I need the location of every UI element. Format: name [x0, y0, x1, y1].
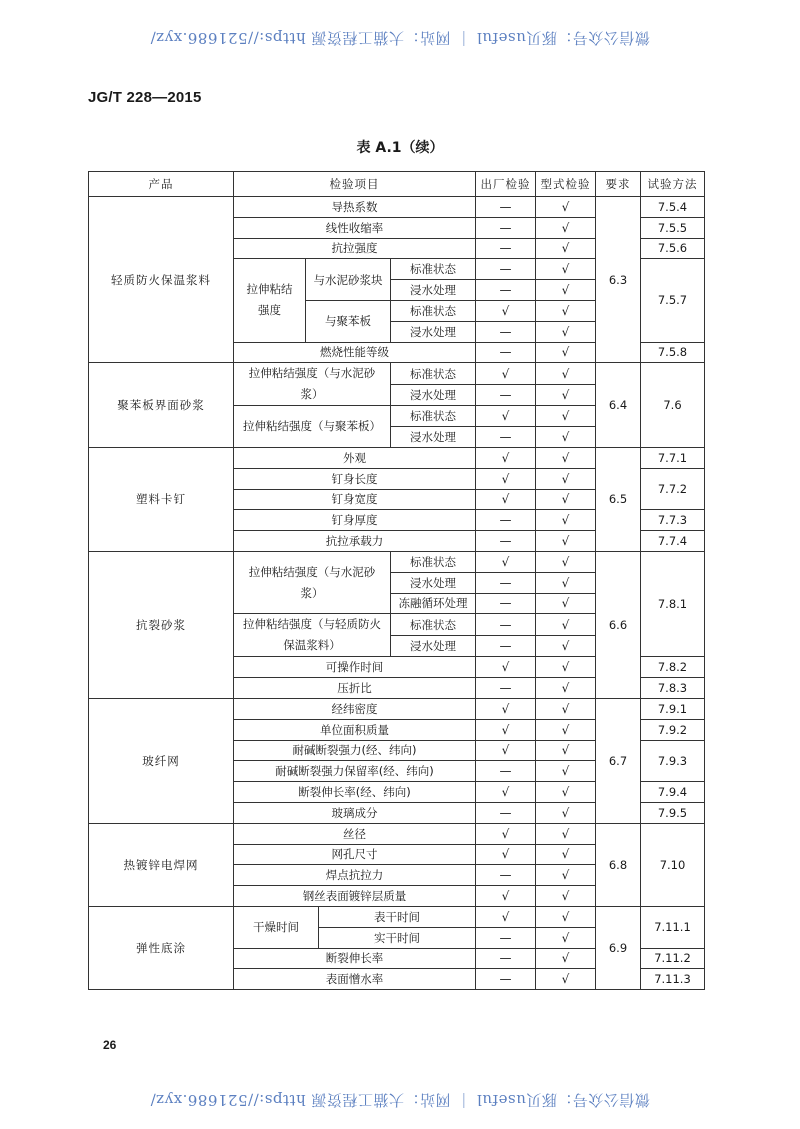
group-cell: 干燥时间 — [234, 906, 319, 948]
item-cell: 单位面积质量 — [234, 719, 476, 740]
requirement-cell: 6.3 — [596, 197, 641, 363]
type-mark: √ — [536, 510, 596, 531]
col-header-requirement: 要求 — [596, 172, 641, 197]
item-cell: 耐碱断裂强力(经、纬向) — [234, 740, 476, 761]
item-cell: 耐碱断裂强力保留率(经、纬向) — [234, 761, 476, 782]
method-cell: 7.11.1 — [641, 906, 705, 948]
factory-mark: — — [476, 593, 536, 614]
col-header-factory: 出厂检验 — [476, 172, 536, 197]
item-cell: 玻璃成分 — [234, 802, 476, 823]
type-mark: √ — [536, 259, 596, 280]
type-mark: √ — [536, 531, 596, 552]
item-cell: 断裂伸长率 — [234, 948, 476, 969]
method-cell: 7.5.8 — [641, 342, 705, 363]
factory-mark: √ — [476, 468, 536, 489]
method-cell: 7.7.1 — [641, 447, 705, 468]
type-mark: √ — [536, 678, 596, 699]
method-cell: 7.11.2 — [641, 948, 705, 969]
type-mark: √ — [536, 217, 596, 238]
product-cell: 聚苯板界面砂浆 — [89, 363, 234, 448]
type-mark: √ — [536, 969, 596, 990]
col-header-type: 型式检验 — [536, 172, 596, 197]
factory-mark: √ — [476, 300, 536, 321]
sub-item-cell: 拉伸粘结强度（与轻质防火保温浆料） — [234, 614, 391, 657]
method-cell: 7.9.3 — [641, 740, 705, 782]
method-cell: 7.5.4 — [641, 197, 705, 218]
factory-mark: — — [476, 948, 536, 969]
state-cell: 浸水处理 — [391, 635, 476, 657]
method-cell: 7.7.3 — [641, 510, 705, 531]
item-cell: 经纬密度 — [234, 698, 476, 719]
type-mark: √ — [536, 948, 596, 969]
factory-mark: — — [476, 342, 536, 363]
factory-mark: — — [476, 259, 536, 280]
table-title: 表 A.1（续） — [356, 140, 444, 156]
factory-mark: — — [476, 802, 536, 823]
type-mark: √ — [536, 865, 596, 886]
factory-mark: — — [476, 614, 536, 636]
item-cell: 外观 — [234, 447, 476, 468]
factory-mark: — — [476, 427, 536, 448]
product-cell: 塑料卡钉 — [89, 447, 234, 551]
type-mark: √ — [536, 489, 596, 510]
product-cell: 轻质防火保温浆料 — [89, 197, 234, 363]
watermark-bottom: 微信公众号：豚贝useful ｜ 网站：大猫工程资源 https://521686.xyz/ — [150, 1091, 650, 1109]
type-mark: √ — [536, 238, 596, 259]
factory-mark: √ — [476, 657, 536, 678]
method-cell: 7.7.2 — [641, 468, 705, 510]
state-cell: 标准状态 — [391, 614, 476, 636]
col-header-method: 试验方法 — [641, 172, 705, 197]
factory-mark: √ — [476, 906, 536, 927]
standard-code: JG/T 228—2015 — [88, 89, 202, 106]
factory-mark: √ — [476, 489, 536, 510]
factory-mark: √ — [476, 782, 536, 803]
requirement-cell: 6.5 — [596, 447, 641, 551]
method-cell: 7.8.3 — [641, 678, 705, 699]
col-header-item: 检验项目 — [234, 172, 476, 197]
type-mark: √ — [536, 844, 596, 865]
factory-mark: — — [476, 927, 536, 948]
state-cell: 标准状态 — [391, 363, 476, 385]
method-cell: 7.9.5 — [641, 802, 705, 823]
factory-mark: √ — [476, 551, 536, 572]
item-cell: 导热系数 — [234, 197, 476, 218]
method-cell: 7.8.2 — [641, 657, 705, 678]
item-cell: 钉身长度 — [234, 468, 476, 489]
product-cell: 热镀锌电焊网 — [89, 823, 234, 906]
type-mark: √ — [536, 321, 596, 342]
state-cell: 标准状态 — [391, 259, 476, 280]
type-mark: √ — [536, 280, 596, 301]
method-cell: 7.6 — [641, 363, 705, 448]
state-cell: 标准状态 — [391, 551, 476, 572]
requirement-cell: 6.4 — [596, 363, 641, 448]
type-mark: √ — [536, 572, 596, 593]
group-cell: 拉伸粘结强度 — [234, 259, 306, 342]
method-cell: 7.8.1 — [641, 551, 705, 656]
factory-mark: √ — [476, 698, 536, 719]
factory-mark: — — [476, 197, 536, 218]
factory-mark: √ — [476, 447, 536, 468]
type-mark: √ — [536, 761, 596, 782]
item-cell: 钢丝表面镀锌层质量 — [234, 886, 476, 907]
state-cell: 标准状态 — [391, 300, 476, 321]
type-mark: √ — [536, 886, 596, 907]
method-cell: 7.9.2 — [641, 719, 705, 740]
type-mark: √ — [536, 300, 596, 321]
type-mark: √ — [536, 468, 596, 489]
item-cell: 线性收缩率 — [234, 217, 476, 238]
type-mark: √ — [536, 927, 596, 948]
watermark-top: 微信公众号：豚贝useful ｜ 网站：大猫工程资源 https://521686.xyz/ — [150, 29, 650, 47]
type-mark: √ — [536, 740, 596, 761]
type-mark: √ — [536, 719, 596, 740]
factory-mark: — — [476, 761, 536, 782]
table-header-row — [89, 172, 705, 197]
table-row — [89, 197, 705, 218]
state-cell: 浸水处理 — [391, 384, 476, 406]
type-mark: √ — [536, 197, 596, 218]
type-mark: √ — [536, 698, 596, 719]
factory-mark: — — [476, 572, 536, 593]
type-mark: √ — [536, 406, 596, 427]
factory-mark: — — [476, 321, 536, 342]
item-cell: 网孔尺寸 — [234, 844, 476, 865]
state-cell: 浸水处理 — [391, 427, 476, 448]
method-cell: 7.7.4 — [641, 531, 705, 552]
state-cell: 实干时间 — [319, 927, 476, 948]
factory-mark: √ — [476, 844, 536, 865]
factory-mark: √ — [476, 363, 536, 385]
type-mark: √ — [536, 384, 596, 406]
state-cell: 浸水处理 — [391, 280, 476, 301]
table-row — [89, 906, 705, 927]
state-cell: 浸水处理 — [391, 321, 476, 342]
requirement-cell: 6.9 — [596, 906, 641, 989]
sub-item-cell: 拉伸粘结强度（与水泥砂浆） — [234, 551, 391, 613]
sub-item-cell: 拉伸粘结强度（与聚苯板） — [234, 406, 391, 448]
type-mark: √ — [536, 635, 596, 657]
item-cell: 断裂伸长率(经、纬向) — [234, 782, 476, 803]
sub-item-cell: 与聚苯板 — [306, 300, 391, 342]
method-cell: 7.5.7 — [641, 259, 705, 342]
type-mark: √ — [536, 551, 596, 572]
requirement-cell: 6.6 — [596, 551, 641, 698]
method-cell: 7.10 — [641, 823, 705, 906]
method-cell: 7.11.3 — [641, 969, 705, 990]
item-cell: 可操作时间 — [234, 657, 476, 678]
item-cell: 燃烧性能等级 — [234, 342, 476, 363]
item-cell: 钉身宽度 — [234, 489, 476, 510]
item-cell: 抗拉承载力 — [234, 531, 476, 552]
requirement-cell: 6.8 — [596, 823, 641, 906]
item-cell: 钉身厚度 — [234, 510, 476, 531]
item-cell: 表面憎水率 — [234, 969, 476, 990]
factory-mark: — — [476, 510, 536, 531]
factory-mark: — — [476, 531, 536, 552]
product-cell: 玻纤网 — [89, 698, 234, 823]
inspection-table — [88, 171, 705, 990]
type-mark: √ — [536, 782, 596, 803]
table-row — [89, 447, 705, 468]
item-cell: 焊点抗拉力 — [234, 865, 476, 886]
product-cell: 弹性底涂 — [89, 906, 234, 989]
state-cell: 表干时间 — [319, 906, 476, 927]
item-cell: 压折比 — [234, 678, 476, 699]
method-cell: 7.9.4 — [641, 782, 705, 803]
table-row — [89, 823, 705, 844]
factory-mark: √ — [476, 406, 536, 427]
method-cell: 7.5.6 — [641, 238, 705, 259]
table-row — [89, 363, 705, 385]
item-cell: 丝径 — [234, 823, 476, 844]
product-cell: 抗裂砂浆 — [89, 551, 234, 698]
item-cell: 抗拉强度 — [234, 238, 476, 259]
factory-mark: √ — [476, 719, 536, 740]
col-header-product: 产品 — [89, 172, 234, 197]
type-mark: √ — [536, 823, 596, 844]
table-row — [89, 551, 705, 572]
factory-mark: — — [476, 217, 536, 238]
method-cell: 7.5.5 — [641, 217, 705, 238]
type-mark: √ — [536, 593, 596, 614]
page-number: 26 — [103, 1038, 117, 1052]
factory-mark: — — [476, 969, 536, 990]
type-mark: √ — [536, 802, 596, 823]
type-mark: √ — [536, 614, 596, 636]
factory-mark: √ — [476, 823, 536, 844]
factory-mark: — — [476, 384, 536, 406]
type-mark: √ — [536, 427, 596, 448]
sub-item-cell: 与水泥砂浆块 — [306, 259, 391, 301]
sub-item-cell: 拉伸粘结强度（与水泥砂浆） — [234, 363, 391, 406]
type-mark: √ — [536, 447, 596, 468]
factory-mark: — — [476, 238, 536, 259]
state-cell: 冻融循环处理 — [391, 593, 476, 614]
factory-mark: — — [476, 635, 536, 657]
type-mark: √ — [536, 657, 596, 678]
factory-mark: — — [476, 678, 536, 699]
state-cell: 标准状态 — [391, 406, 476, 427]
type-mark: √ — [536, 342, 596, 363]
type-mark: √ — [536, 906, 596, 927]
method-cell: 7.9.1 — [641, 698, 705, 719]
factory-mark: √ — [476, 886, 536, 907]
factory-mark: √ — [476, 740, 536, 761]
table-row — [89, 698, 705, 719]
factory-mark: — — [476, 865, 536, 886]
factory-mark: — — [476, 280, 536, 301]
requirement-cell: 6.7 — [596, 698, 641, 823]
type-mark: √ — [536, 363, 596, 385]
state-cell: 浸水处理 — [391, 572, 476, 593]
